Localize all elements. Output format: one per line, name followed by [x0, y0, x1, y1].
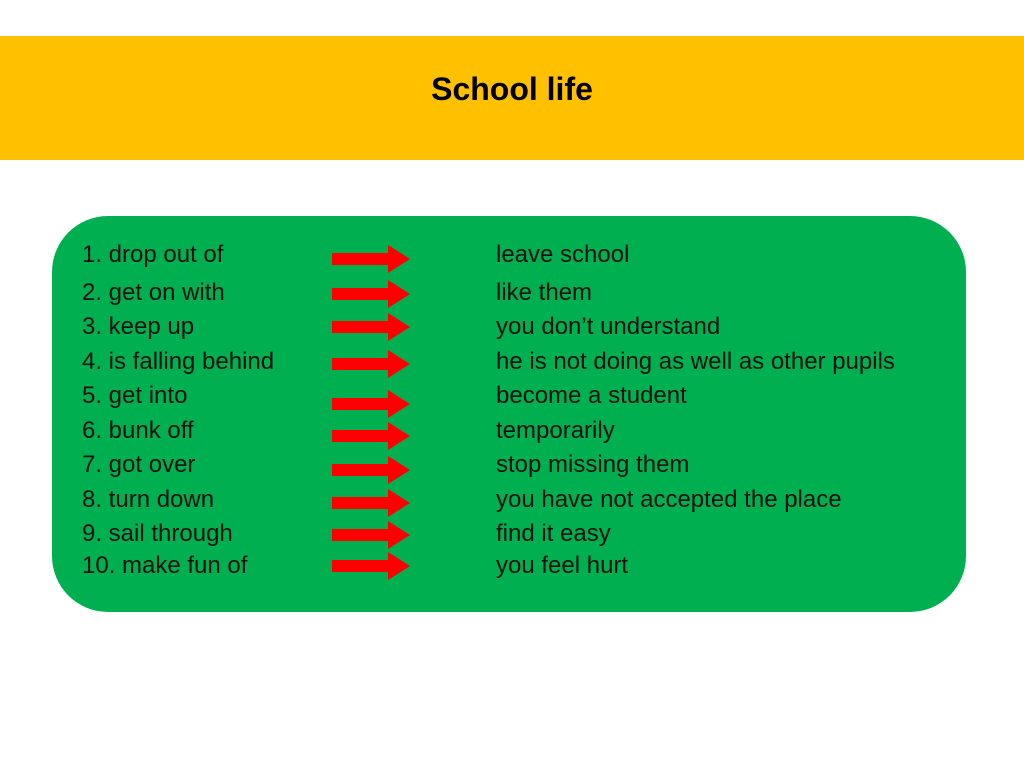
phrase-text: 1. drop out of [82, 241, 224, 268]
meaning-text: he is not doing as well as other pupils [496, 348, 895, 375]
meaning-text: temporarily [496, 417, 615, 444]
right-arrow-icon [332, 349, 412, 379]
pair-row [52, 310, 966, 344]
right-arrow-icon [332, 551, 412, 581]
title-bar [0, 36, 1024, 160]
phrase-text: 10. make fun of [82, 552, 248, 579]
right-arrow-icon [332, 279, 412, 309]
right-arrow-icon [332, 421, 412, 451]
right-arrow-icon [332, 488, 412, 518]
right-arrow-icon [332, 312, 412, 342]
right-arrow-icon [332, 520, 412, 550]
meaning-text: become a student [496, 382, 687, 409]
phrase-text: 5. get into [82, 382, 188, 409]
phrase-text: 9. sail through [82, 520, 233, 547]
phrase-text: 7. got over [82, 451, 196, 478]
phrase-text: 8. turn down [82, 486, 215, 513]
meaning-text: you don’t understand [496, 313, 721, 340]
slide-title: School life [431, 70, 593, 107]
pair-row [52, 276, 966, 310]
meaning-text: find it easy [496, 520, 611, 547]
pair-row [52, 549, 966, 583]
pair-row [52, 448, 966, 482]
meaning-text: leave school [496, 241, 630, 268]
pair-row [52, 517, 966, 551]
meaning-text: you feel hurt [496, 552, 629, 579]
pair-row [52, 379, 966, 413]
meaning-text: like them [496, 279, 593, 306]
phrase-text: 3. keep up [82, 313, 195, 340]
phrase-text: 2. get on with [82, 279, 225, 306]
meaning-text: stop missing them [496, 451, 690, 478]
meaning-text: you have not accepted the place [496, 486, 842, 513]
phrase-text: 4. is falling behind [82, 348, 275, 375]
phrasal-verbs-panel [52, 216, 966, 612]
right-arrow-icon [332, 455, 412, 485]
right-arrow-icon [332, 244, 412, 274]
pair-row [52, 238, 966, 272]
pair-row [52, 483, 966, 517]
pair-row [52, 414, 966, 448]
pair-row [52, 345, 966, 379]
phrase-text: 6. bunk off [82, 417, 194, 444]
